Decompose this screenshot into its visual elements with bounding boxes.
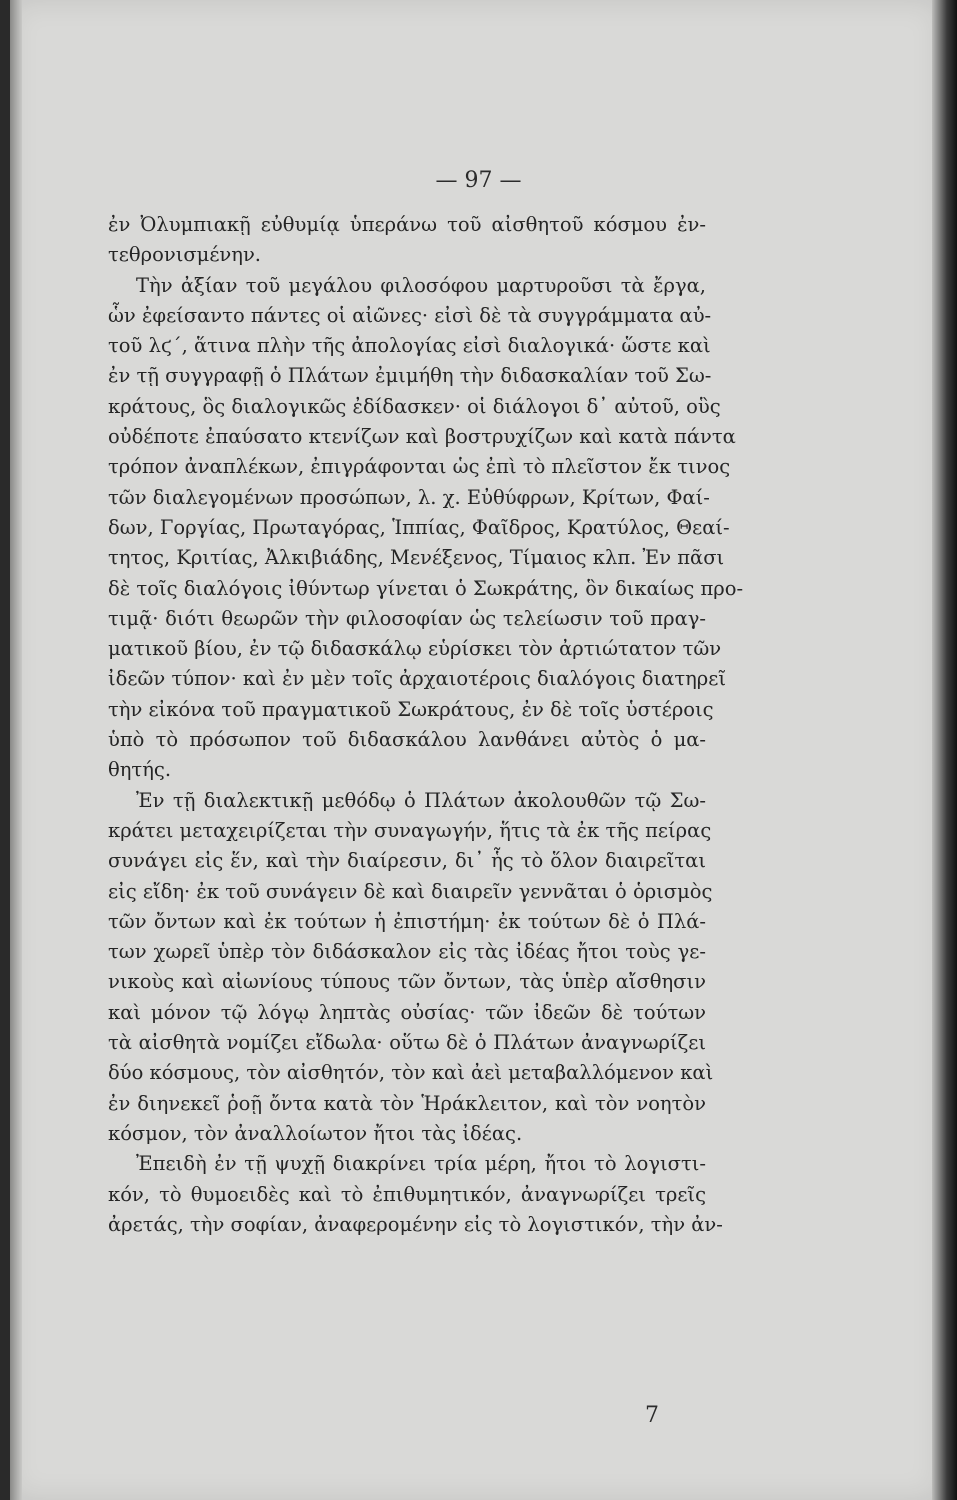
text-line: τεθρονισμένην. [108, 243, 262, 267]
text-line: τοῦ λϛ΄, ἅτινα πλὴν τῆς ἀπολογίας εἰσὶ διαλογικά· ὥστε καὶ [108, 334, 711, 358]
text-line: Ἐν τῇ διαλεκτικῇ μεθόδῳ ὁ Πλάτων ἀκολουθῶν τῷ Σω- [136, 788, 706, 812]
text-line: τιμᾷ· διότι θεωρῶν τὴν φιλοσοφίαν ὡς τελείωσιν τοῦ πραγ- [108, 606, 706, 630]
page-edge [932, 0, 957, 1500]
text-line: τῶν διαλεγομένων προσώπων, λ. χ. Εὐθύφρων, Κρίτων, Φαί- [108, 485, 710, 509]
text-line: τὴν εἰκόνα τοῦ πραγματικοῦ Σωκράτους, ἐν δὲ τοῖς ὑστέροις [108, 697, 714, 721]
body-text [108, 210, 744, 1240]
text-line: κόν, τὸ θυμοειδὲς καὶ τὸ ἐπιθυμητικόν, ἀναγνωρίζει τρεῖς [108, 1182, 706, 1206]
text-line: ἐν διηνεκεῖ ῥοῇ ὄντα κατὰ τὸν Ἡράκλειτον, καὶ τὸν νοητὸν [108, 1091, 706, 1115]
text-line: ἰδεῶν τύπον· καὶ ἐν μὲν τοῖς ἀρχαιοτέροις διαλόγοις διατηρεῖ [108, 667, 727, 691]
text-line: ὑπὸ τὸ πρόσωπον τοῦ διδασκάλου λανθάνει αὐτὸς ὁ μα- [108, 728, 706, 752]
text-line: καὶ μόνον τῷ λόγῳ ληπτὰς οὐσίας· τῶν ἰδεῶν δὲ τούτων [108, 1000, 706, 1024]
text-line: εἰς εἴδη· ἐκ τοῦ συνάγειν δὲ καὶ διαιρεῖν γεννᾶται ὁ ὁρισμὸς [108, 879, 713, 903]
text-line: ἀρετάς, τὴν σοφίαν, ἀναφερομένην εἰς τὸ λογιστικόν, τὴν ἀν- [108, 1212, 723, 1236]
text-line: τῶν ὄντων καὶ ἐκ τούτων ἡ ἐπιστήμη· ἐκ τούτων δὲ ὁ Πλά- [108, 909, 706, 933]
text-line: τητος, Κριτίας, Ἀλκιβιάδης, Μενέξενος, Τίμαιος κλπ. Ἐν πᾶσι [108, 546, 725, 570]
text-line: οὐδέποτε ἐπαύσατο κτενίζων καὶ βοστρυχίζων καὶ κατὰ πάντα [108, 425, 736, 449]
text-line: θητής. [108, 758, 172, 782]
text-line: ἐν Ὀλυμπιακῇ εὐθυμίᾳ ὑπεράνω τοῦ αἰσθητοῦ κόσμου ἐν- [108, 213, 706, 236]
text-line: ματικοῦ βίου, ἐν τῷ διδασκάλῳ εὑρίσκει τὸν ἀρτιώτατον τῶν [108, 637, 722, 661]
text-line: δων, Γοργίας, Πρωταγόρας, Ἱππίας, Φαῖδρος, Κρατύλος, Θεαί- [108, 515, 730, 539]
text-line: Ἐπειδὴ ἐν τῇ ψυχῇ διακρίνει τρία μέρη, ἤτοι τὸ λογιστι- [136, 1152, 706, 1176]
text-line: συνάγει εἰς ἕν, καὶ τὴν διαίρεσιν, δι᾽ ἧς τὸ ὅλον διαιρεῖται [108, 849, 706, 873]
text-line: κόσμον, τὸν ἀναλλοίωτον ἤτοι τὰς ἰδέας. [108, 1121, 523, 1145]
text-line: κράτει μεταχειρίζεται τὴν συναγωγήν, ἥτις τὰ ἐκ τῆς πείρας [108, 818, 712, 842]
text-line: τρόπον ἀναπλέκων, ἐπιγράφονται ὡς ἐπὶ τὸ πλεῖστον ἔκ τινος [108, 455, 731, 479]
text-line: κράτους, ὃς διαλογικῶς ἐδίδασκεν· οἱ διάλογοι δ᾽ αὐτοῦ, οὓς [108, 394, 721, 418]
page-gutter [10, 0, 22, 1500]
signature-mark: 7 [645, 1403, 659, 1428]
text-line: ὧν ἐφείσαντο πάντες οἱ αἰῶνες· εἰσὶ δὲ τὰ συγγράμματα αὐ- [108, 303, 712, 327]
text-line: δύο κόσμους, τὸν αἰσθητόν, τὸν καὶ ἀεὶ μεταβαλλόμενον καὶ [108, 1061, 714, 1085]
page-number-header: — 97 — [435, 168, 522, 193]
text-line: ἐν τῇ συγγραφῇ ὁ Πλάτων ἐμιμήθη τὴν διδασκαλίαν τοῦ Σω- [108, 364, 712, 388]
text-line: νικοὺς καὶ αἰωνίους τύπους τῶν ὄντων, τὰς ὑπὲρ αἴσθησιν [108, 970, 706, 994]
text-line: των χωρεῖ ὑπὲρ τὸν διδάσκαλον εἰς τὰς ἰδέας ἤτοι τοὺς γε- [108, 940, 706, 964]
text-line: Τὴν ἀξίαν τοῦ μεγάλου φιλοσόφου μαρτυροῦσι τὰ ἔργα, [136, 273, 706, 297]
text-line: δὲ τοῖς διαλόγοις ἰθύντωρ γίνεται ὁ Σωκράτης, ὃν δικαίως προ- [108, 576, 744, 600]
text-line: τὰ αἰσθητὰ νομίζει εἴδωλα· οὕτω δὲ ὁ Πλάτων ἀναγνωρίζει [108, 1031, 706, 1055]
